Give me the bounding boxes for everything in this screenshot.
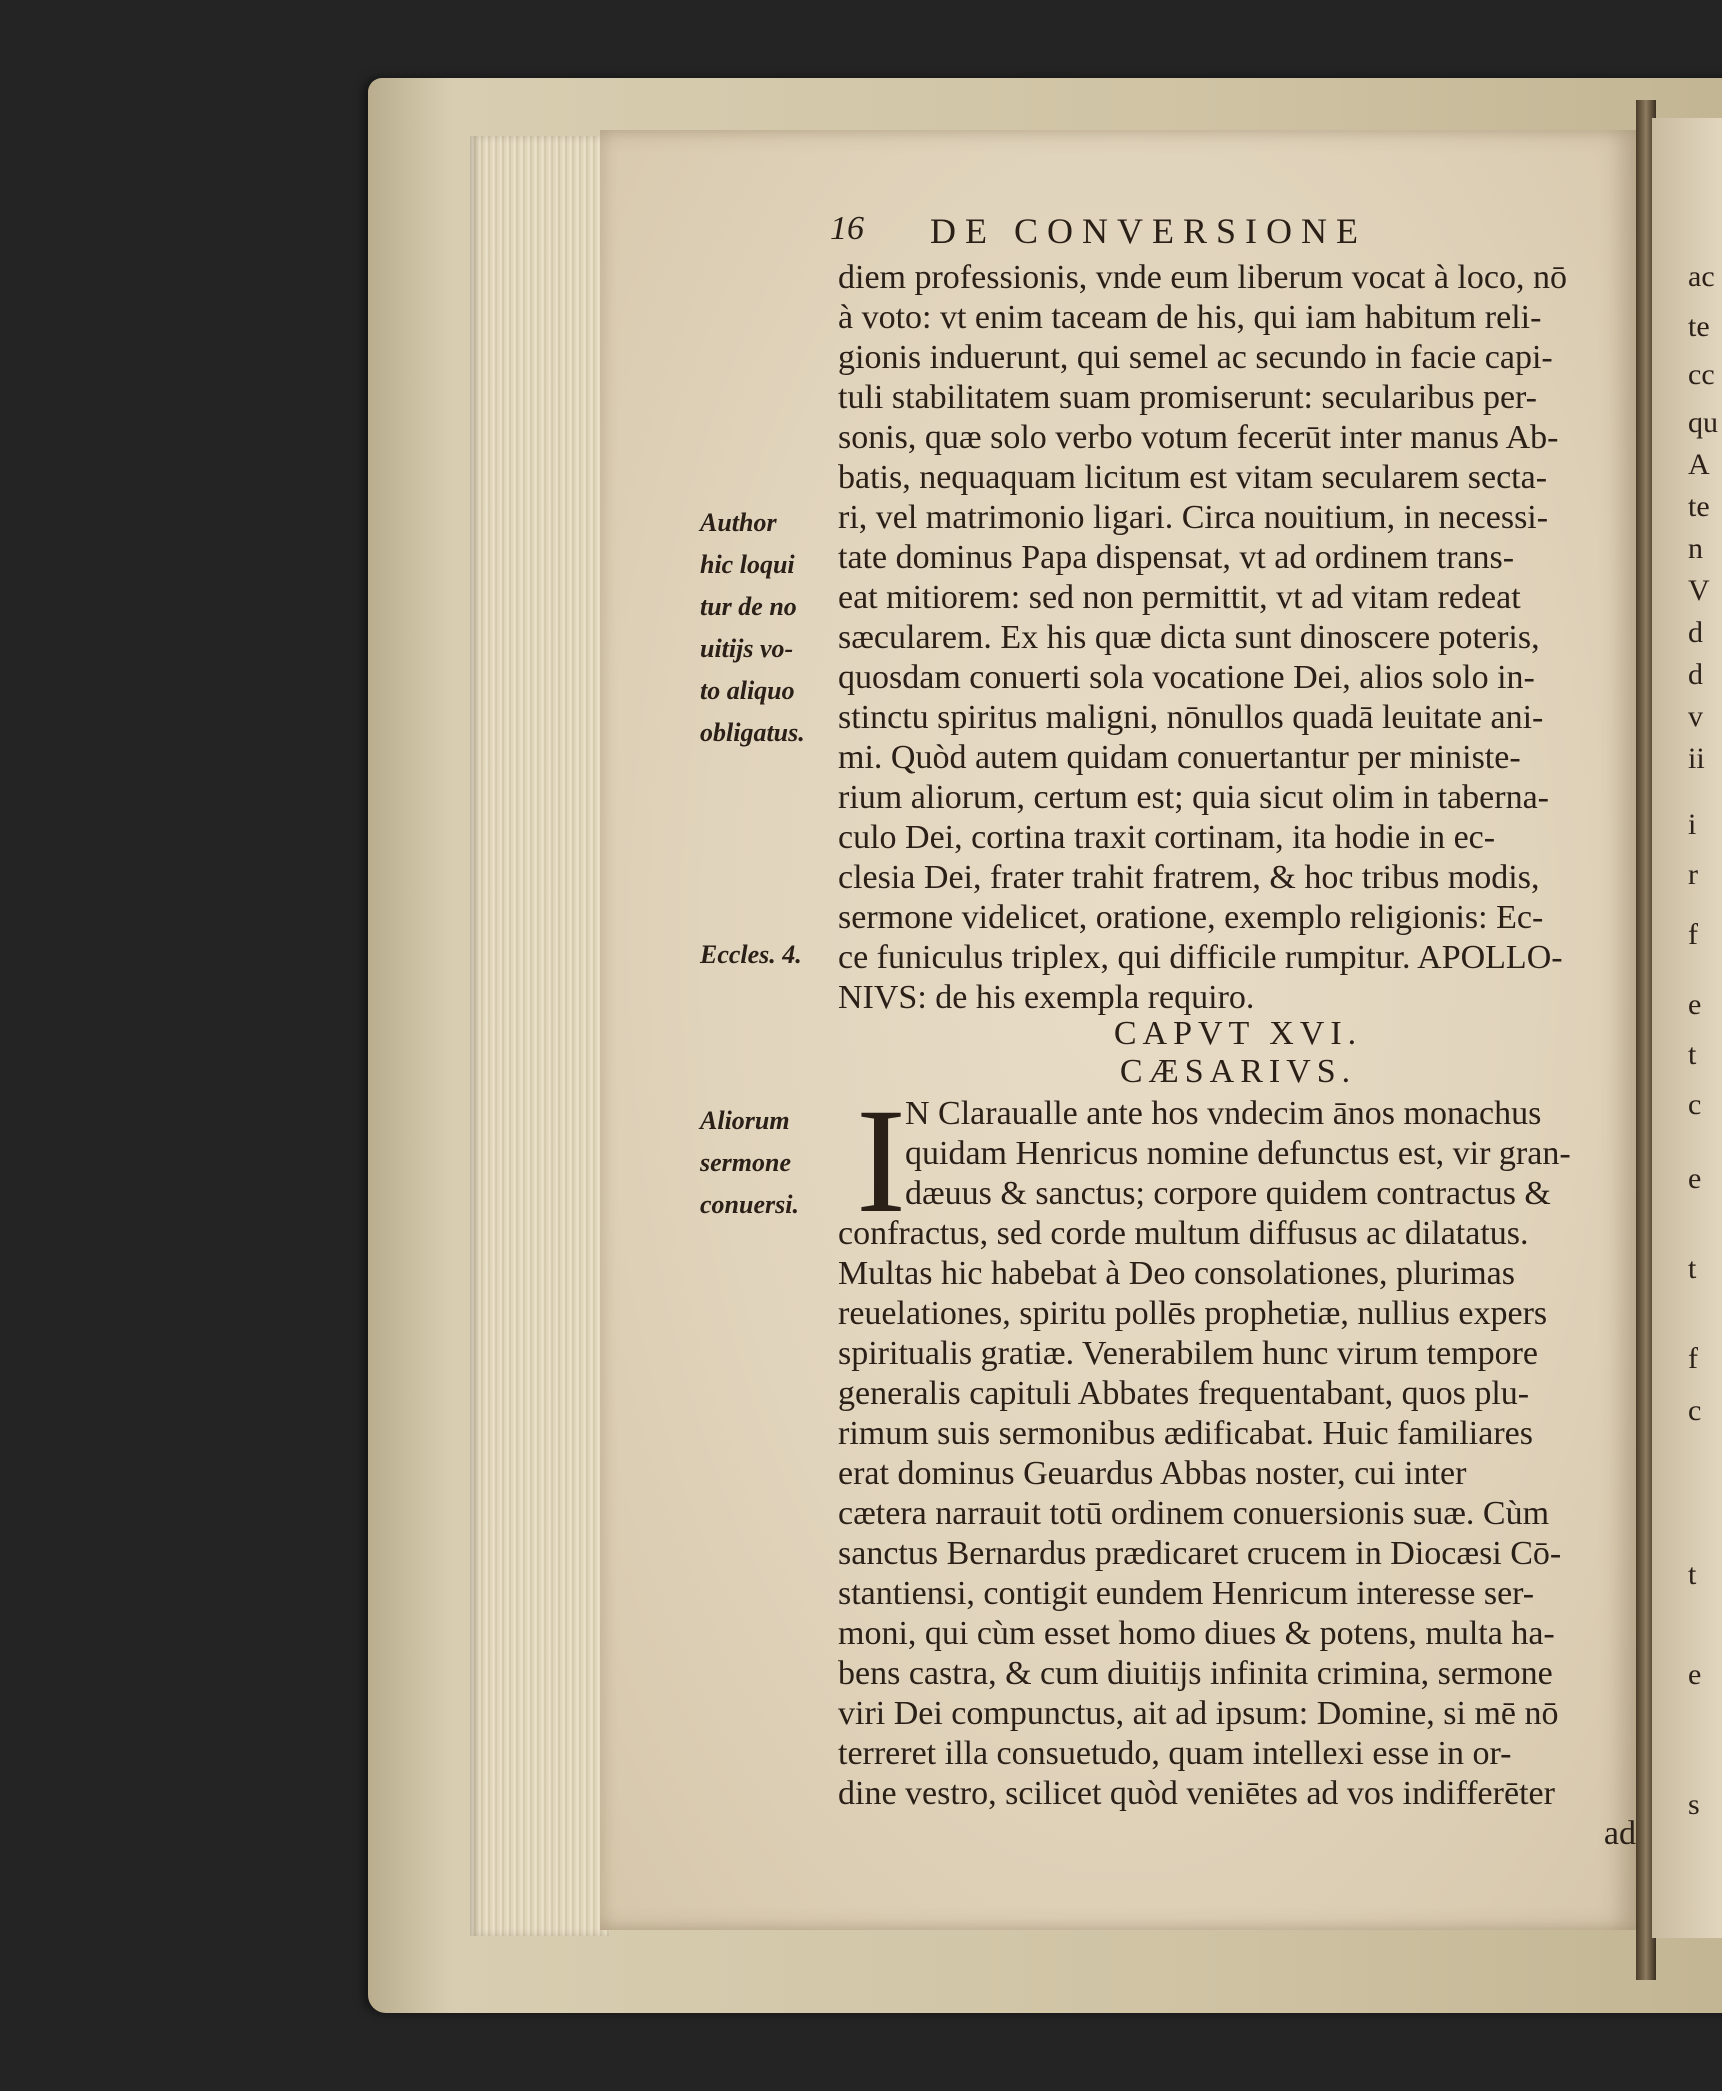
text-line: clesia Dei, frater trahit fratrem, & hoc tribus modis,	[838, 859, 1540, 896]
text-line: erat dominus Geuardus Abbas noster, cui inter	[838, 1455, 1467, 1492]
facing-page-line: t	[1688, 1038, 1697, 1071]
facing-page-line: r	[1688, 858, 1698, 891]
facing-page-line: d	[1688, 658, 1703, 691]
facing-page-line: t	[1688, 1252, 1697, 1285]
facing-page-line: e	[1688, 1162, 1702, 1195]
page-block-edge	[470, 136, 610, 1936]
facing-page-line: f	[1688, 918, 1698, 951]
margin-note-line: obligatus.	[700, 718, 805, 747]
text-line: dine vestro, scilicet quòd veniētes ad vos indifferēter	[838, 1775, 1555, 1812]
facing-page-line: s	[1688, 1788, 1700, 1821]
text-line: gionis induerunt, qui semel ac secundo in facie capi-	[838, 339, 1553, 376]
margin-note-reference: Eccles. 4.	[700, 940, 802, 969]
text-line: viri Dei compunctus, ait ad ipsum: Domine, si mē nō	[838, 1695, 1559, 1732]
facing-page-line: i	[1688, 808, 1697, 841]
text-line: à voto: vt enim taceam de his, qui iam habitum reli-	[838, 299, 1542, 336]
text-line: dæuus & sanctus; corpore quidem contractus &	[905, 1175, 1551, 1212]
text-line: eat mitiorem: sed non permittit, vt ad vitam redeat	[838, 579, 1521, 616]
facing-page-line: A	[1688, 448, 1710, 481]
running-title: DE CONVERSIONE	[930, 211, 1367, 251]
text-line: tate dominus Papa dispensat, vt ad ordinem trans-	[838, 539, 1515, 576]
margin-note-line: tur de no	[700, 592, 797, 621]
text-line: batis, nequaquam licitum est vitam secularem secta-	[838, 459, 1548, 496]
text-line: generalis capituli Abbates frequentabant, quos plu-	[838, 1375, 1530, 1412]
margin-note-line: conuersi.	[700, 1190, 799, 1219]
text-line: moni, qui cùm esset homo diues & potens, multa ha-	[838, 1615, 1555, 1652]
facing-page-line: qu	[1688, 406, 1718, 439]
text-line: ri, vel matrimonio ligari. Circa nouitium, in necessi-	[838, 499, 1549, 536]
margin-note-line: hic loqui	[700, 550, 795, 579]
speaker-heading: CÆSARIVS.	[1119, 1053, 1357, 1090]
facing-page-fragment	[1652, 118, 1722, 1938]
text-line: sermone videlicet, oratione, exemplo religionis: Ec-	[838, 899, 1544, 936]
page-number: 16	[830, 210, 864, 247]
text-line: ce funiculus triplex, qui difficile rumpitur. APOLLO-	[838, 939, 1563, 976]
margin-note-line: uitijs vo-	[700, 634, 794, 663]
facing-page-line: n	[1688, 532, 1703, 565]
text-line: diem professionis, vnde eum liberum vocat à loco, nō	[838, 259, 1567, 296]
text-line: N Claraualle ante hos vndecim ānos monachus	[905, 1095, 1542, 1132]
facing-page-line: c	[1688, 1394, 1702, 1427]
facing-page-line: e	[1688, 1658, 1702, 1691]
text-line: confractus, sed corde multum diffusus ac dilatatus.	[838, 1215, 1529, 1252]
text-line: bens castra, & cum diuitijs infinita crimina, sermone	[838, 1655, 1553, 1692]
facing-page-line: e	[1688, 988, 1702, 1021]
text-line: rium aliorum, certum est; quia sicut olim in taberna-	[838, 779, 1549, 816]
facing-page-line: ac	[1688, 260, 1715, 293]
text-line: culo Dei, cortina traxit cortinam, ita hodie in ec-	[838, 819, 1496, 856]
text-line: tuli stabilitatem suam promiserunt: secularibus per-	[838, 379, 1537, 416]
text-line: stinctu spiritus maligni, nōnullos quadā leuitate ani-	[838, 699, 1544, 736]
text-line: mi. Quòd autem quidam conuertantur per ministe-	[838, 739, 1521, 776]
facing-page-line: t	[1688, 1558, 1697, 1591]
facing-page-line: V	[1688, 574, 1710, 607]
facing-page-line: c	[1688, 1088, 1702, 1121]
text-line: cætera narrauit totū ordinem conuersionis suæ. Cùm	[838, 1495, 1550, 1532]
text-line: NIVS: de his exempla requiro.	[838, 979, 1255, 1016]
chapter-heading: CAPVT XVI.	[1113, 1015, 1363, 1052]
margin-note-line: to aliquo	[700, 676, 795, 705]
text-line: Multas hic habebat à Deo consolationes, plurimas	[838, 1255, 1515, 1292]
page-header	[830, 210, 1610, 254]
margin-note-line: sermone	[700, 1148, 791, 1177]
facing-page-line: te	[1688, 310, 1710, 343]
text-line: sanctus Bernardus prædicaret crucem in Diocæsi Cō-	[838, 1535, 1562, 1572]
facing-page-line: d	[1688, 616, 1703, 649]
text-line: terreret illa consuetudo, quam intellexi esse in or-	[838, 1735, 1512, 1772]
facing-page-line: v	[1688, 700, 1703, 733]
catchword: ad	[1603, 1815, 1636, 1852]
drop-cap: I	[856, 1078, 906, 1244]
text-line: sonis, quæ solo verbo votum fecerūt inter manus Ab-	[838, 419, 1559, 456]
margin-note-line: Aliorum	[700, 1106, 790, 1135]
text-line: reuelationes, spiritu pollēs prophetiæ, nullius expers	[838, 1295, 1548, 1332]
text-line: stantiensi, contigit eundem Henricum interesse ser-	[838, 1575, 1535, 1612]
margin-note-line: Author	[700, 508, 777, 537]
text-line: rimum suis sermonibus ædificabat. Huic familiares	[838, 1415, 1533, 1452]
text-line: quosdam conuerti sola vocatione Dei, alios solo in-	[838, 659, 1535, 696]
text-line: spiritualis gratiæ. Venerabilem hunc virum tempore	[838, 1335, 1538, 1372]
facing-page-line: f	[1688, 1342, 1698, 1375]
facing-page-line: te	[1688, 490, 1710, 523]
facing-page-line: ii	[1688, 742, 1705, 775]
text-line: quidam Henricus nomine defunctus est, vir gran-	[905, 1135, 1571, 1172]
facing-page-line: cc	[1688, 358, 1715, 391]
text-line: sæcularem. Ex his quæ dicta sunt dinoscere poteris,	[838, 619, 1540, 656]
